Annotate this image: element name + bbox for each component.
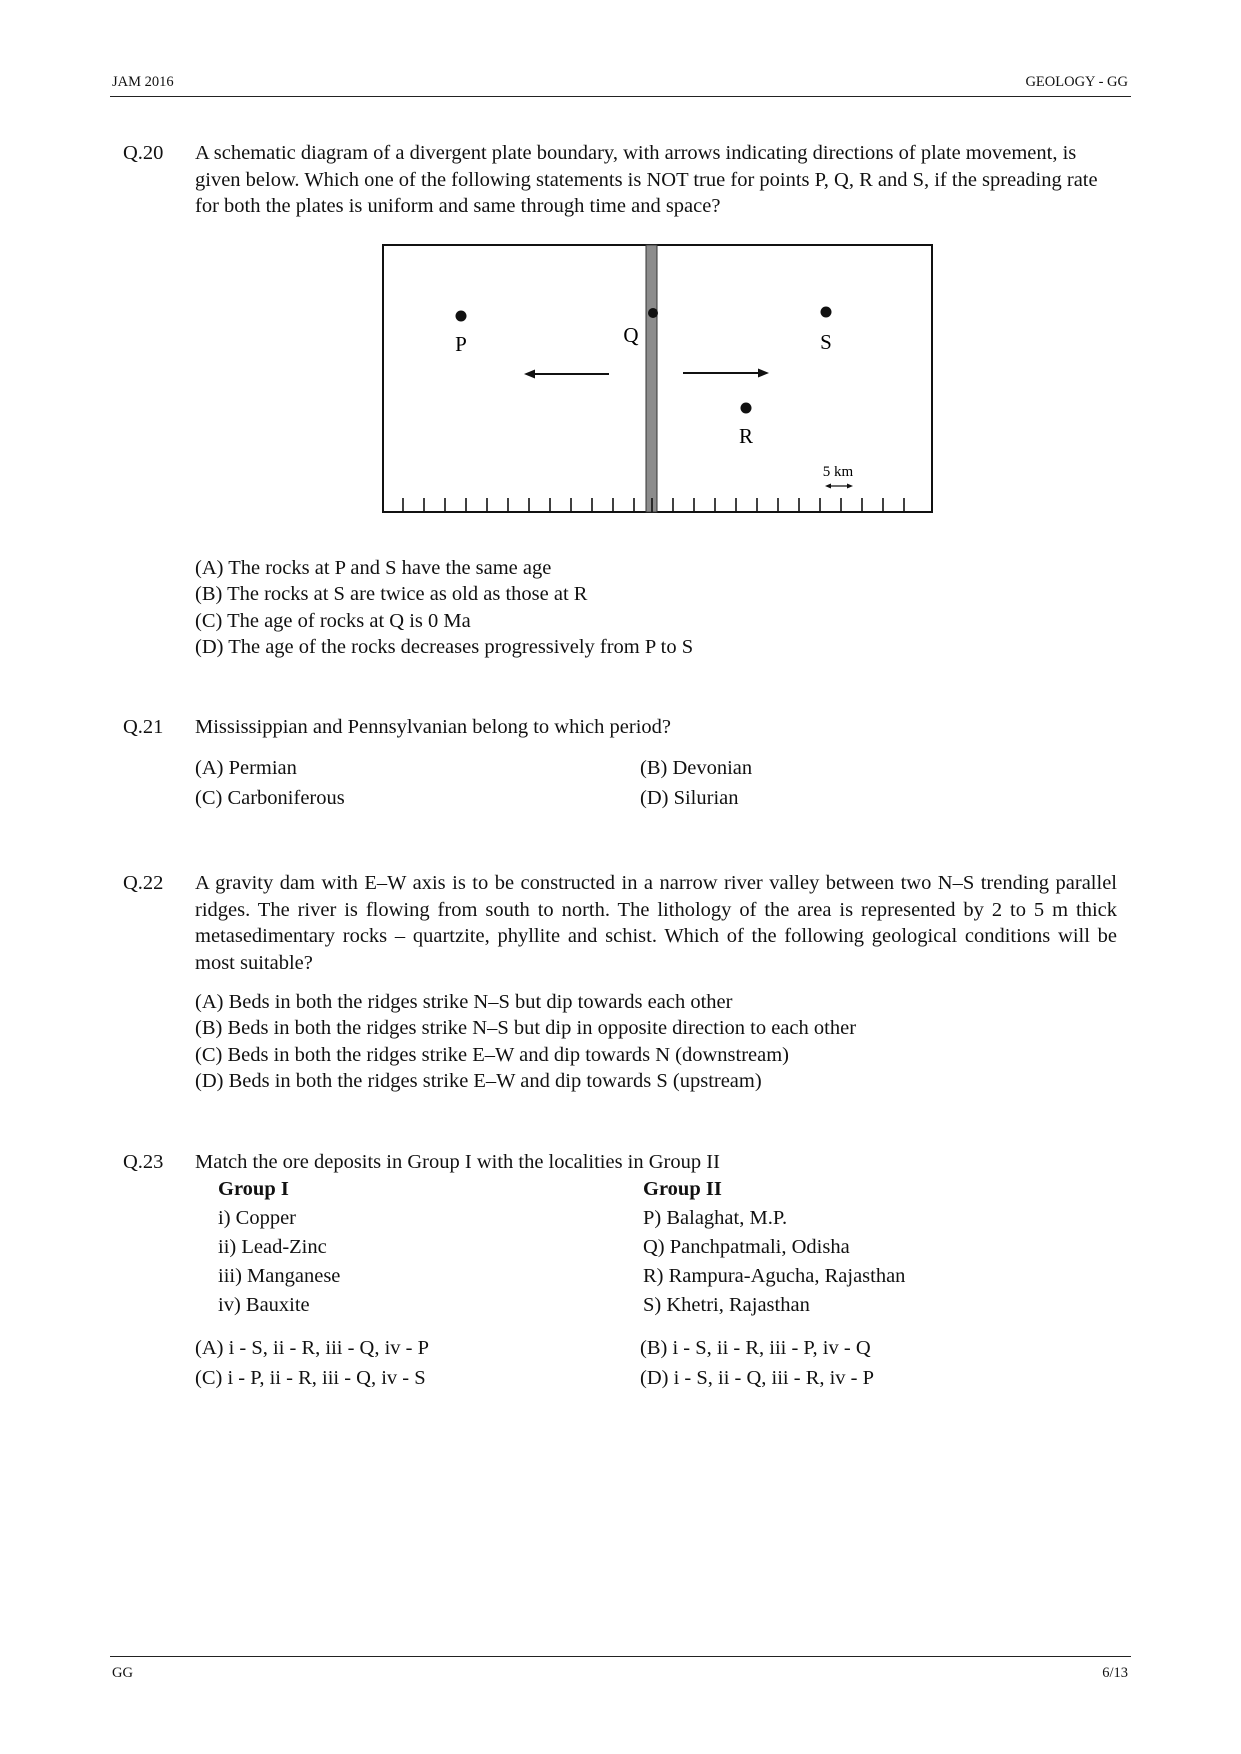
q22-option-c: (C) Beds in both the ridges strike E–W and dip towards N (downstream)	[195, 1044, 790, 1066]
group-2-item: R) Rampura-Agucha, Rajasthan	[643, 1265, 906, 1287]
q23-option-d: (D) i - S, ii - Q, iii - R, iv - P	[640, 1367, 875, 1389]
group-1-item: iv) Bauxite	[218, 1294, 310, 1316]
question-number: Q.20	[123, 142, 164, 164]
q23-option-a: (A) i - S, ii - R, iii - Q, iv - P	[195, 1337, 430, 1359]
header-exam-title: JAM 2016	[112, 74, 174, 90]
question-text: Mississippian and Pennsylvanian belong to which period?	[195, 716, 671, 738]
question-text: A gravity dam with E–W axis is to be constructed in a narrow river valley between two N–S trending parallel ridges. The river is flowing from south to north. The lithology of the area is represented by 2 to 5 m thick metasedimentary rocks – quartzite, phyllite and schist. Which of the following geological conditions will be most suitable?	[195, 872, 1117, 974]
q23-option-c: (C) i - P, ii - R, iii - Q, iv - S	[195, 1367, 426, 1389]
point-p-dot	[456, 311, 467, 322]
q21-option-d: (D) Silurian	[640, 787, 739, 809]
q20-option-b: (B) The rocks at S are twice as old as those at R	[195, 583, 588, 605]
group-1-item: iii) Manganese	[218, 1265, 341, 1287]
header-subject: GEOLOGY - GG	[1025, 74, 1128, 90]
q23-option-b: (B) i - S, ii - R, iii - P, iv - Q	[640, 1337, 871, 1359]
question-number: Q.21	[123, 716, 164, 738]
plate-boundary-diagram	[380, 240, 936, 518]
q22-option-d: (D) Beds in both the ridges strike E–W and dip towards S (upstream)	[195, 1070, 762, 1092]
group-2-item: Q) Panchpatmali, Odisha	[643, 1236, 850, 1258]
q22-option-b: (B) Beds in both the ridges strike N–S but dip in opposite direction to each other	[195, 1017, 857, 1039]
scale-label: 5 km	[822, 464, 854, 480]
q20-option-a: (A) The rocks at P and S have the same age	[195, 557, 552, 579]
footer-rule	[110, 1656, 1131, 1657]
question-number: Q.23	[123, 1151, 164, 1173]
q21-option-b: (B) Devonian	[640, 757, 753, 779]
point-s-dot	[821, 307, 832, 318]
group-1-item: i) Copper	[218, 1207, 296, 1229]
spreading-ridge	[646, 245, 657, 512]
group-1-item: ii) Lead-Zinc	[218, 1236, 327, 1258]
q22-option-a: (A) Beds in both the ridges strike N–S but dip towards each other	[195, 991, 733, 1013]
q21-option-a: (A) Permian	[195, 757, 297, 779]
question-text: Match the ore deposits in Group I with the localities in Group II	[195, 1151, 720, 1173]
point-p-label: P	[455, 332, 467, 356]
header-rule	[110, 96, 1131, 97]
point-r-label: R	[738, 424, 754, 448]
question-text: A schematic diagram of a divergent plate boundary, with arrows indicating directions of plate movement, is given below. Which one of the following statements is NOT true for points P, Q, R and S, if the spreading rate for both the plates is uniform and same through time and space?	[195, 142, 1098, 217]
question-number: Q.22	[123, 872, 164, 894]
page-number: 6/13	[1102, 1665, 1128, 1681]
group-2-title: Group II	[643, 1178, 722, 1200]
group-2-item: P) Balaghat, M.P.	[643, 1207, 788, 1229]
point-r-dot	[741, 403, 752, 414]
group-1-title: Group I	[218, 1178, 289, 1200]
q21-option-c: (C) Carboniferous	[195, 787, 345, 809]
q20-option-d: (D) The age of the rocks decreases progressively from P to S	[195, 636, 694, 658]
footer-paper-code: GG	[112, 1665, 133, 1681]
point-q-label: Q	[623, 323, 639, 347]
point-s-label: S	[820, 330, 832, 354]
point-q-dot	[648, 308, 658, 318]
group-2-item: S) Khetri, Rajasthan	[643, 1294, 810, 1316]
q20-option-c: (C) The age of rocks at Q is 0 Ma	[195, 610, 471, 632]
